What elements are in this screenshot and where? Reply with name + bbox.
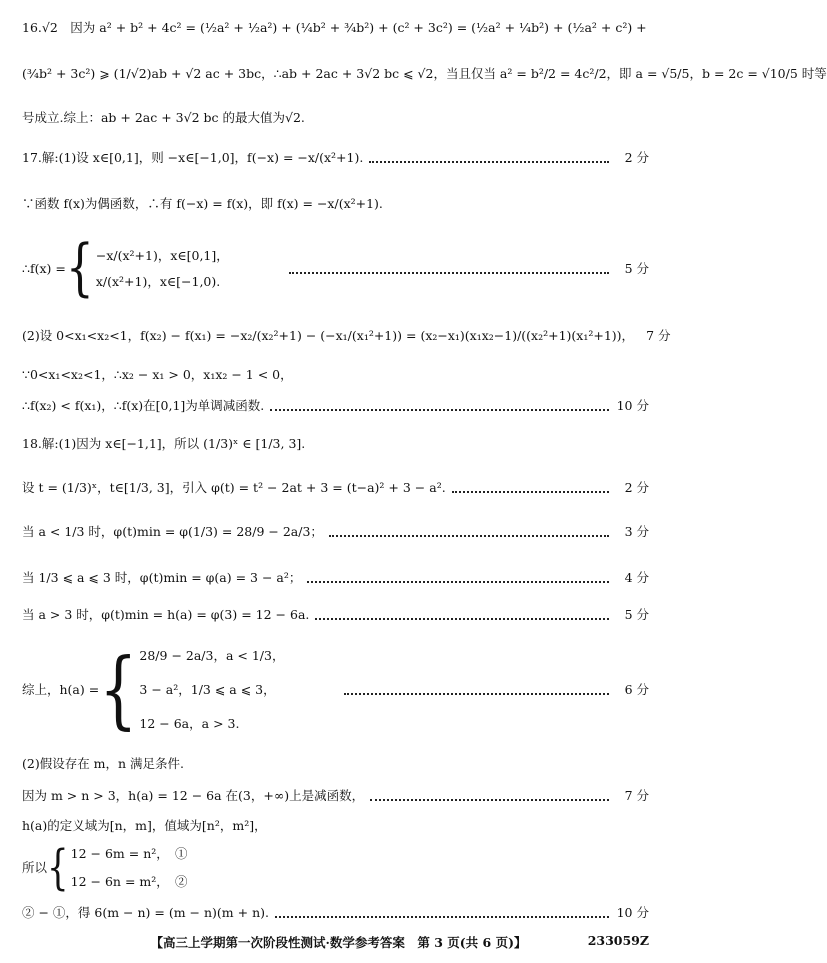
p18-piecewise (0, 640, 677, 740)
score: 2 分 (624, 480, 649, 495)
dot-leader (270, 408, 609, 411)
dot-leader (452, 490, 609, 493)
p18-case-1: 28/9 − 2a/3，a < 1/3， (139, 648, 285, 663)
footer-title: 【高三上学期第一次阶段性测试·数学参考答案 第 3 页(共 6 页)】 (150, 935, 527, 950)
p18-eq-2: 12 − 6n = m²， ② (70, 874, 188, 889)
p18-line-9 (0, 818, 677, 834)
p16-line-1 (0, 20, 677, 36)
p18-text-7: (2)假设存在 m，n 满足条件. (22, 756, 185, 771)
left-brace-icon: { (65, 232, 94, 304)
dot-leader (315, 617, 609, 620)
p18-text-3: 当 a < 1/3 时，φ(t)min = φ(1/3) = 28/9 − 2a/3； (22, 524, 323, 539)
left-brace-icon: { (99, 641, 138, 739)
p18-text-4: 当 1/3 ⩽ a ⩽ 3 时，φ(t)min = φ(a) = 3 − a²； (22, 570, 302, 585)
p18-ha-label: 综上，h(a) = (22, 682, 100, 697)
p18-line-5 (0, 607, 677, 623)
p17-text-2: ∵函数 f(x)为偶函数，∴有 f(−x) = f(x)，即 f(x) = −x/(x²+1). (22, 196, 383, 211)
p18-text-1: 18.解:(1)因为 x∈[−1,1]，所以 (1/3)ˣ ∈ [1/3, 3]. (22, 436, 306, 451)
p16-line-2 (0, 66, 827, 82)
score: 5 分 (624, 261, 649, 276)
score: 7 分 (646, 328, 671, 343)
p18-text-8: 因为 m > n > 3，h(a) = 12 − 6a 在(3，+∞)上是减函数， (22, 788, 365, 803)
p18-system (0, 840, 677, 896)
p18-line-1 (0, 436, 677, 452)
dot-leader (329, 534, 609, 537)
p17-text-5: ∵0<x₁<x₂<1，∴x₂ − x₁ > 0，x₁x₂ − 1 < 0， (22, 367, 293, 382)
score: 3 分 (624, 524, 649, 539)
score: 10 分 (616, 905, 649, 920)
score: 10 分 (616, 398, 649, 413)
p17-line-5 (0, 367, 677, 383)
p17-line-2 (0, 196, 677, 212)
p18-case-3: 12 − 6a，a > 3. (139, 716, 240, 731)
footer-code: 233059Z (587, 933, 649, 948)
dot-leader (289, 271, 609, 274)
p17-piecewise (0, 234, 677, 304)
p17-text-4: (2)设 0<x₁<x₂<1，f(x₂) − f(x₁) = −x₂/(x₂²+1) − (−x₁/(x₁²+1)) = (x₂−x₁)(x₁x₂−1)/((x₂²+1)(x₁²+1))， (22, 328, 635, 343)
dot-leader (307, 580, 609, 583)
p17-cases (96, 248, 229, 290)
score: 4 分 (624, 570, 649, 585)
p17-case-2: x/(x²+1)，x∈[−1,0). (95, 274, 221, 289)
p16-text-1: 16.√2 因为 a² + b² + 4c² = (½a² + ½a²) + (¼b² + ¾b²) + (c² + 3c²) = (½a² + ¼b²) + (½a² + c²) + (22, 20, 647, 35)
p18-text-2: 设 t = (1/3)ˣ，t∈[1/3, 3]，引入 φ(t) = t² − 2at + 3 = (t−a)² + 3 − a². (22, 480, 446, 495)
p18-text-9: h(a)的定义域为[n，m]，值域为[n²，m²]， (22, 818, 267, 833)
p17-line-1 (0, 150, 677, 166)
p18-text-5: 当 a > 3 时，φ(t)min = h(a) = φ(3) = 12 − 6a. (22, 607, 310, 622)
p17-line-4 (0, 328, 677, 344)
p18-system-equations (71, 846, 188, 890)
p18-eq-1: 12 − 6m = n²， ① (70, 846, 188, 861)
p18-line-4 (0, 570, 677, 586)
score: 2 分 (624, 150, 649, 165)
p18-line-3 (0, 524, 677, 540)
p17-fx-label: ∴f(x) = (22, 261, 66, 276)
p18-cases (139, 648, 284, 732)
p17-text-6: ∴f(x₂) < f(x₁)，∴f(x)在[0,1]为单调减函数. (22, 398, 265, 413)
dot-leader (275, 915, 609, 918)
p18-system-label: 所以 (22, 860, 48, 875)
p18-line-7 (0, 756, 677, 772)
p17-case-1: −x/(x²+1)，x∈[0,1]， (95, 248, 229, 263)
p16-line-3 (0, 110, 677, 126)
score: 5 分 (624, 607, 649, 622)
p16-text-3: 号成立.综上：ab + 2ac + 3√2 bc 的最大值为√2. (22, 110, 305, 125)
dot-leader (344, 692, 609, 695)
score: 7 分 (624, 788, 649, 803)
p18-line-11 (0, 905, 677, 921)
p17-text-1: 17.解:(1)设 x∈[0,1]，则 −x∈[−1,0]，f(−x) = −x/(x²+1). (22, 150, 364, 165)
p18-case-2: 3 − a²，1/3 ⩽ a ⩽ 3， (139, 682, 276, 697)
p18-line-8 (0, 788, 677, 804)
left-brace-icon: { (47, 840, 69, 896)
p17-line-6 (0, 398, 677, 414)
p18-line-2 (0, 480, 677, 496)
dot-leader (370, 798, 609, 801)
dot-leader (369, 160, 609, 163)
score: 6 分 (624, 682, 649, 697)
p16-text-2: (¾b² + 3c²) ⩾ (1/√2)ab + √2 ac + 3bc，∴ab + 2ac + 3√2 bc ⩽ √2，当且仅当 a² = b²/2 = 4c²/2，即 a = √5/5，b = 2c = √10/5 时等 (22, 66, 827, 81)
p18-text-11: ② − ①，得 6(m − n) = (m − n)(m + n). (22, 905, 269, 920)
